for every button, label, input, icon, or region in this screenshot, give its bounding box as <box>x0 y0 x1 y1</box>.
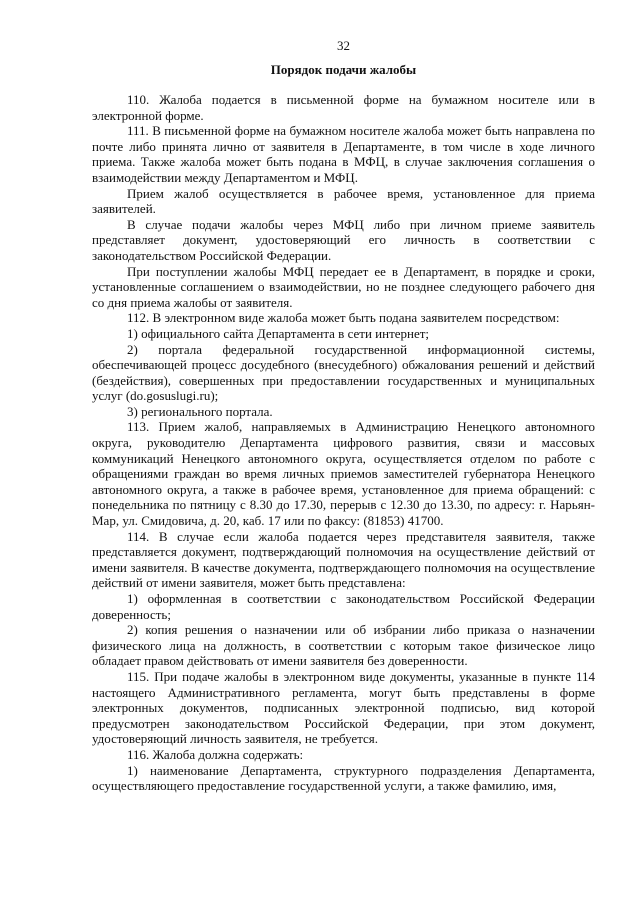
paragraph-mfc-identity: В случае подачи жалобы через МФЦ либо при личном приеме заявитель представляет документ, удостоверяющий его личность в соответствии с законодательством Российской Федерации. <box>92 216 595 263</box>
paragraph-110: 110. Жалоба подается в письменной форме на бумажном носителе или в электронной форме. <box>92 92 595 123</box>
list-item-112-2: 2) портала федеральной государственной информационной системы, обеспечивающей процесс досудебного (внесудебного) обжалования решений и действий (бездействия), совершенных при предоставлении государственных и муниципальных услуг (do.gosuslugi.ru); <box>92 341 595 404</box>
paragraph-113: 113. Прием жалоб, направляемых в Администрацию Ненецкого автономного округа, руководителю Департамента цифрового развития, связи и массовых коммуникаций Ненецкого автономного округа, осуществляется отделом по работе с обращениями граждан во время личных приемов заместителей губернатора Ненецкого автономного округа, а также в рабочее время, установленное для приема обращений: с понедельника по пятницу с 8.30 до 17.30, перерыв с 12.30 до 13.30, по адресу: г. Нарьян-Мар, ул. Смидовича, д. 20, каб. 17 или по факсу: (81853) 41700. <box>92 419 595 529</box>
paragraph-116: 116. Жалоба должна содержать: <box>127 746 304 762</box>
paragraph-111: 111. В письменной форме на бумажном носителе жалоба может быть направлена по почте либо принята лично от заявителя в Департаменте, в том числе в ходе личного приема. Также жалоба может быть подана в МФЦ, в случае заключения соглашения о взаимодействии между Департаментом и МФЦ. <box>92 123 595 185</box>
list-item-116-1: 1) наименование Департамента, структурного подразделения Департамента, осуществляющего предоставление государственной услуги, а также фамилию, имя, <box>92 762 595 794</box>
list-item-112-1: 1) официального сайта Департамента в сети интернет; <box>127 325 430 341</box>
list-item-112-3: 3) регионального портала. <box>127 403 273 419</box>
list-item-114-1: 1) оформленная в соответствии с законодательством Российской Федерации доверенность; <box>92 591 595 622</box>
document-page <box>92 38 595 794</box>
page-number: 32 <box>337 38 350 53</box>
paragraph-reception-hours: Прием жалоб осуществляется в рабочее время, установленное для приема заявителей. <box>92 185 595 217</box>
paragraph-115: 115. При подаче жалобы в электронном виде документы, указанные в пункте 114 настоящего Административного регламента, могут быть представлены в форме электронных документов, подписанных электронной подписью, вид которой предусмотрен законодательством Российской Федерации, при этом документ, удостоверяющий личность заявителя, не требуется. <box>92 668 595 747</box>
section-title: Порядок подачи жалобы <box>270 62 417 77</box>
list-item-114-2: 2) копия решения о назначении или об избрании либо приказа о назначении физического лица на должность, в соответствии с которым такое физическое лицо обладает правом действовать от имени заявителя без доверенности. <box>92 622 595 669</box>
paragraph-mfc-transfer: При поступлении жалобы МФЦ передает ее в Департамент, в порядке и сроки, установленные соглашением о взаимодействии, но не позднее следующего рабочего дня со дня приема жалобы от заявителя. <box>92 263 595 310</box>
paragraph-114: 114. В случае если жалоба подается через представителя заявителя, также представляется документ, подтверждающий полномочия на осуществление действий от имени заявителя. В качестве документа, подтверждающего полномочия на осуществление действий от имени заявителя, может быть представлена: <box>92 528 595 591</box>
paragraph-112: 112. В электронном виде жалоба может быть подана заявителем посредством: <box>127 310 560 326</box>
